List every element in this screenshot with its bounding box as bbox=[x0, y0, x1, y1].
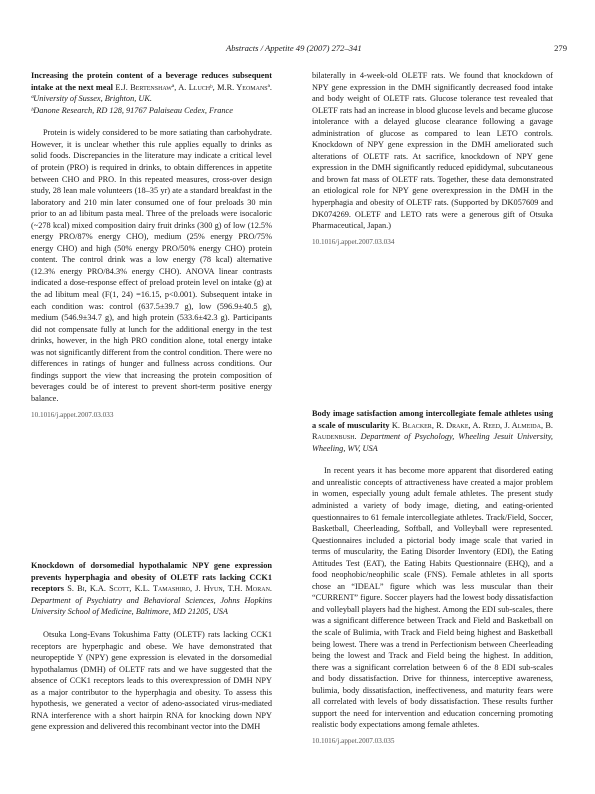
abstract-heading bbox=[31, 70, 272, 116]
doi-link[interactable]: 10.1016/j.appet.2007.03.033 bbox=[31, 410, 114, 419]
abstract-body-part1: Otsuka Long-Evans Tokushima Fatty (OLETF) rats lacking CCK1 receptors are hyperphagic and obese. We have demonstrated that neuropeptide Y (NPY) gene expression is elevated in the dorsomedial hypothalamus (DMH) of OLETF rats and we have suggested that the absence of CCK1 receptors leads to this overexpression of DMH NPY as a major contributor to the hyperphagia and obesity. To assess this hypothesis, we generated a vector of adeno-associated virus-mediated RNA interference with a short hairpin RNA for knocking down NPY gene expression and delivered this recombinant vector into the DMH bbox=[31, 629, 272, 732]
affiliation-b: ᵇDanone Research, RD 128, 91767 Palaiseau Cedex, France bbox=[31, 105, 233, 115]
doi-link[interactable]: 10.1016/j.appet.2007.03.034 bbox=[312, 237, 395, 246]
abstract-protein-beverage bbox=[31, 70, 272, 419]
abstract-npy-knockdown-continued bbox=[312, 70, 553, 246]
abstract-authors: S. Bi, K.A. Scott, K.L. Tamashiro, J. Hyun, T.H. Moran. bbox=[67, 584, 272, 594]
doi-link[interactable]: 10.1016/j.appet.2007.03.035 bbox=[312, 736, 395, 745]
abstract-affiliation: Department of Psychiatry and Behavioral Sciences, Johns Hopkins University School of Medicine, Baltimore, MD 21205, USA bbox=[31, 595, 272, 617]
abstract-body: In recent years it has become more apparent that disordered eating and unrealistic concepts of attractiveness have created a major problem in women, especially young adult female athletes. The present study administed a variety of body image, dieting, and eating-oriented questionnaires to 61 female intercollegiate athletes. Track/Field, Soccer, Basketball, Cheerleading, Softball, and Volleyball were represented. Questionnaires included a pictorial body image scale that varied in terms of muscularity, the Eating Disorder Inventory (EDI), the Eating Attitudes Test (EAT), the Eating Habits Questionnaire (EHQ), and a food neophobic/neophilic scale (FNS). Female athletes in all sports chose an “IDEAL” figure which was less muscular than their “CURRENT” figure. Soccer players had the lowest body dissatisfaction and volleyball players had the highest. Among the EDI sub-scales, there was a significant difference between Track and Field and Basketball on the scale of Bulimia, with Track and Field being highest and Basketball being lowest. There was a trend in Perfectionism between Cheerleading being the lowest and Track and Field being the highest. In addition, there was a significant correlation between 6 of the 8 EDI sub-scales and body dissatisfaction. Drive for thinness, interceptive awareness, bulimia, body dissatisfaction, ineffectiveness, and maturity fears were all correlated with levels of body dissatisfaction. These results further support the need for intervention and education concerning promoting realistic body expectations among female athletes. bbox=[312, 466, 553, 730]
abstract-npy-knockdown bbox=[31, 560, 272, 733]
abstract-body-part2: bilaterally in 4-week-old OLETF rats. We found that knockdown of NPY gene expression in the DMH significantly decreased food intake and body weight of OLETF rats. Glucose tolerance test revealed that OLETF rats had an increase in blood glucose levels and became glucose intolerance with a delayed glucose clearance following a gavage administration of glucose as compared to lean LETO controls. Knockdown of NPY gene expression in the DMH ameliorated such alterations of OLETF rats. At sacrifice, knockdown of NPY gene expression in the DMH significantly reduced epididymal, subcutaneous and brown fat mass of OLETF rats. Together, these data demonstrated an etiological role for NPY gene overexpression in the DMH in the hyperphagia and obesity of OLETF rats. (Supported by DK057609 and DK074269. OLETF and LETO rats were a generous gift of Otsuka Pharmaceutical, Japan.) bbox=[312, 71, 553, 231]
abstract-body-image bbox=[312, 408, 553, 745]
abstract-title: Increasing the protein content of a beverage reduces subsequent intake at the next meal bbox=[31, 71, 272, 92]
running-header bbox=[31, 43, 567, 57]
abstract-authors: K. Blacker, R. Drake, A. Reed, J. Almeida, B. Raudenbush. bbox=[312, 420, 553, 442]
affiliation-a: ªUniversity of Sussex, Brighton, UK. bbox=[31, 94, 152, 104]
journal-citation: Abstracts / Appetite 49 (2007) 272–341 bbox=[226, 43, 362, 53]
page-number: 279 bbox=[554, 43, 567, 53]
abstract-heading bbox=[312, 408, 553, 454]
abstract-body: Protein is widely considered to be more satiating than carbohydrate. However, it is unclear whether this rule applies equally to drinks as solid foods. Discrepancies in the literature may indicate a critical level of protein (PRO) is required in drinks, to obtain differences in appetite between CHO and PRO. In this repeated measures, cross-over design study, 28 lean male volunteers (18–35 yr) ate a standard breakfast in the laboratory and 210 min later consumed one of four preloads 30 min prior to an ad libitum pasta meal. Three of the preloads were isocaloric (~278 kcal) mixed composition dairy fruit drinks (300 g) of low (12.5% energy PRO/87% energy CHO), medium (25% energy PRO/75% energy CHO) and high (50% energy PRO/50% energy CHO) protein content. The control drink was a low energy (78 kcal) alternative (12.3% energy PRO/84.3% energy CHO). ANOVA linear contrasts indicated a dose-response effect of preload protein level on intake (g) at the ad libitum meal (F(1, 24) =16.15, p<0.001). Subsequent intake in each condition was: control (637.5±39.7 g), low (596.9±40.5 g), medium (546.9±34.7 g), and high protein (533.6±42.3 g). Participants did not compensate fully at lunch for the additional energy in the test drinks, however, in the high PRO condition alone, total energy intake was not significantly different from the control condition. There were no differences in ratings of hunger and fullness across conditions. Our findings support the view that increasing the protein composition of beverages could be of interest to prevent short-term positive energy balance. bbox=[31, 128, 272, 403]
abstract-affiliation: Department of Psychology, Wheeling Jesuit University, Wheeling, WV, USA bbox=[312, 432, 553, 453]
abstract-title: Knockdown of dorsomedial hypothalamic NPY gene expression prevents hyperphagia and obesity of OLETF rats lacking CCK1 receptors bbox=[31, 561, 272, 594]
abstract-authors: E.J. Bertenshawª, A. Lluchᵇ, M.R. Yeomansª. bbox=[115, 82, 273, 92]
abstract-title: Body image satisfaction among intercollegiate female athletes using a scale of muscularity bbox=[312, 409, 553, 430]
abstract-heading bbox=[31, 560, 272, 618]
